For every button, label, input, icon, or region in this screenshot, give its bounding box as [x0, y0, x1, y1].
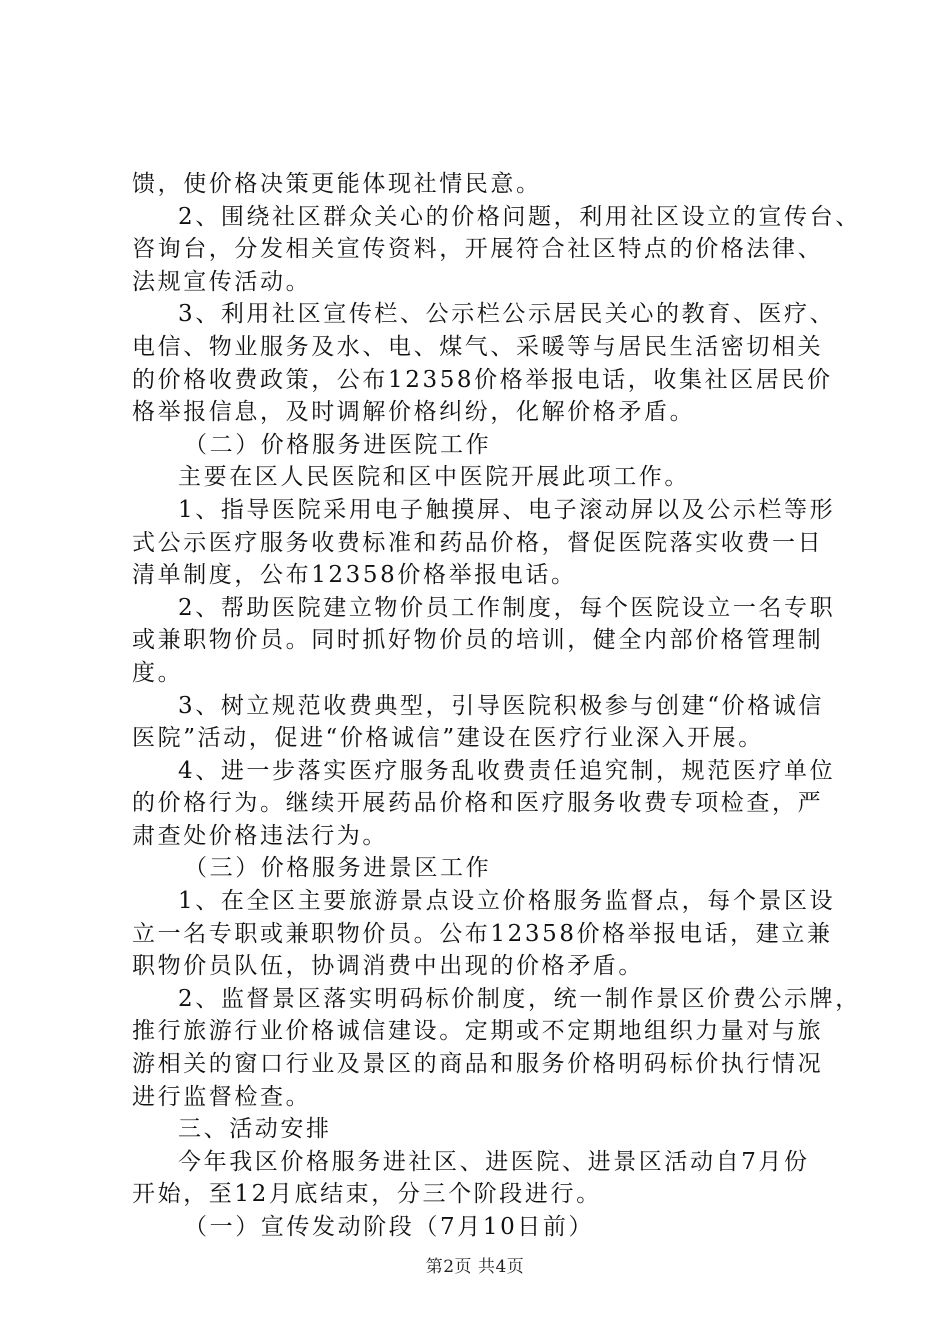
- text-line: 进行监督检查。: [132, 1083, 312, 1110]
- text-line: （三）价格服务进景区工作: [184, 855, 492, 882]
- page-footer: 第2页 共4页: [425, 1257, 525, 1277]
- text-line: 度。: [132, 659, 184, 686]
- text-line: 格举报信息，及时调解价格纠纷，化解价格矛盾。: [132, 399, 696, 426]
- text-line: （二）价格服务进医院工作: [184, 431, 492, 458]
- text-line: 医院”活动，促进“价格诚信”建设在医疗行业深入开展。: [132, 725, 764, 752]
- text-line: 推行旅游行业价格诚信建设。定期或不定期地组织力量对与旅: [132, 1018, 824, 1045]
- text-line: 职物价员队伍，协调消费中出现的价格矛盾。: [132, 953, 644, 980]
- text-line: 1、指导医院采用电子触摸屏、电子滚动屏以及公示栏等形: [178, 496, 836, 523]
- text-line: 立一名专职或兼职物价员。公布12358价格举报电话，建立兼: [132, 920, 833, 947]
- text-line: 游相关的窗口行业及景区的商品和服务价格明码标价执行情况: [132, 1051, 824, 1078]
- text-line: 法规宣传活动。: [132, 268, 312, 295]
- text-line: 肃查处价格违法行为。: [132, 822, 388, 849]
- text-line: 电信、物业服务及水、电、煤气、采暖等与居民生活密切相关: [132, 333, 824, 360]
- text-line: 的价格收费政策，公布12358价格举报电话，收集社区居民价: [132, 366, 833, 393]
- text-line: （一）宣传发动阶段（7月10日前）: [184, 1214, 595, 1240]
- text-line: 的价格行为。继续开展药品价格和医疗服务收费专项检查，严: [132, 790, 824, 817]
- text-line: 清单制度，公布12358价格举报电话。: [132, 562, 577, 589]
- text-line: 2、监督景区落实明码标价制度，统一制作景区价费公示牌，: [178, 985, 861, 1012]
- text-line: 2、帮助医院建立物价员工作制度，每个医院设立一名专职: [178, 594, 836, 621]
- text-line: 2、围绕社区群众关心的价格问题，利用社区设立的宣传台、: [178, 203, 861, 230]
- text-line: 或兼职物价员。同时抓好物价员的培训，健全内部价格管理制: [132, 627, 824, 654]
- text-line: 式公示医疗服务收费标准和药品价格，督促医院落实收费一日: [132, 529, 824, 556]
- text-line: 3、利用社区宣传栏、公示栏公示居民关心的教育、医疗、: [178, 301, 836, 328]
- text-line: 今年我区价格服务进社区、进医院、进景区活动自7月份: [178, 1148, 810, 1175]
- text-line: 咨询台，分发相关宣传资料，开展符合社区特点的价格法律、: [132, 236, 824, 263]
- document-body: [132, 168, 861, 1244]
- text-line: 三、活动安排: [178, 1116, 332, 1143]
- text-line: 开始，至12月底结束，分三个阶段进行。: [132, 1181, 602, 1208]
- text-line: 3、树立规范收费典型，引导医院积极参与创建“价格诚信: [178, 692, 824, 719]
- text-line: 1、在全区主要旅游景点设立价格服务监督点，每个景区设: [178, 888, 836, 915]
- text-line: 4、进一步落实医疗服务乱收费责任追究制，规范医疗单位: [178, 757, 836, 784]
- text-line: 主要在区人民医院和区中医院开展此项工作。: [178, 464, 690, 491]
- text-line: 馈，使价格决策更能体现社情民意。: [132, 171, 542, 197]
